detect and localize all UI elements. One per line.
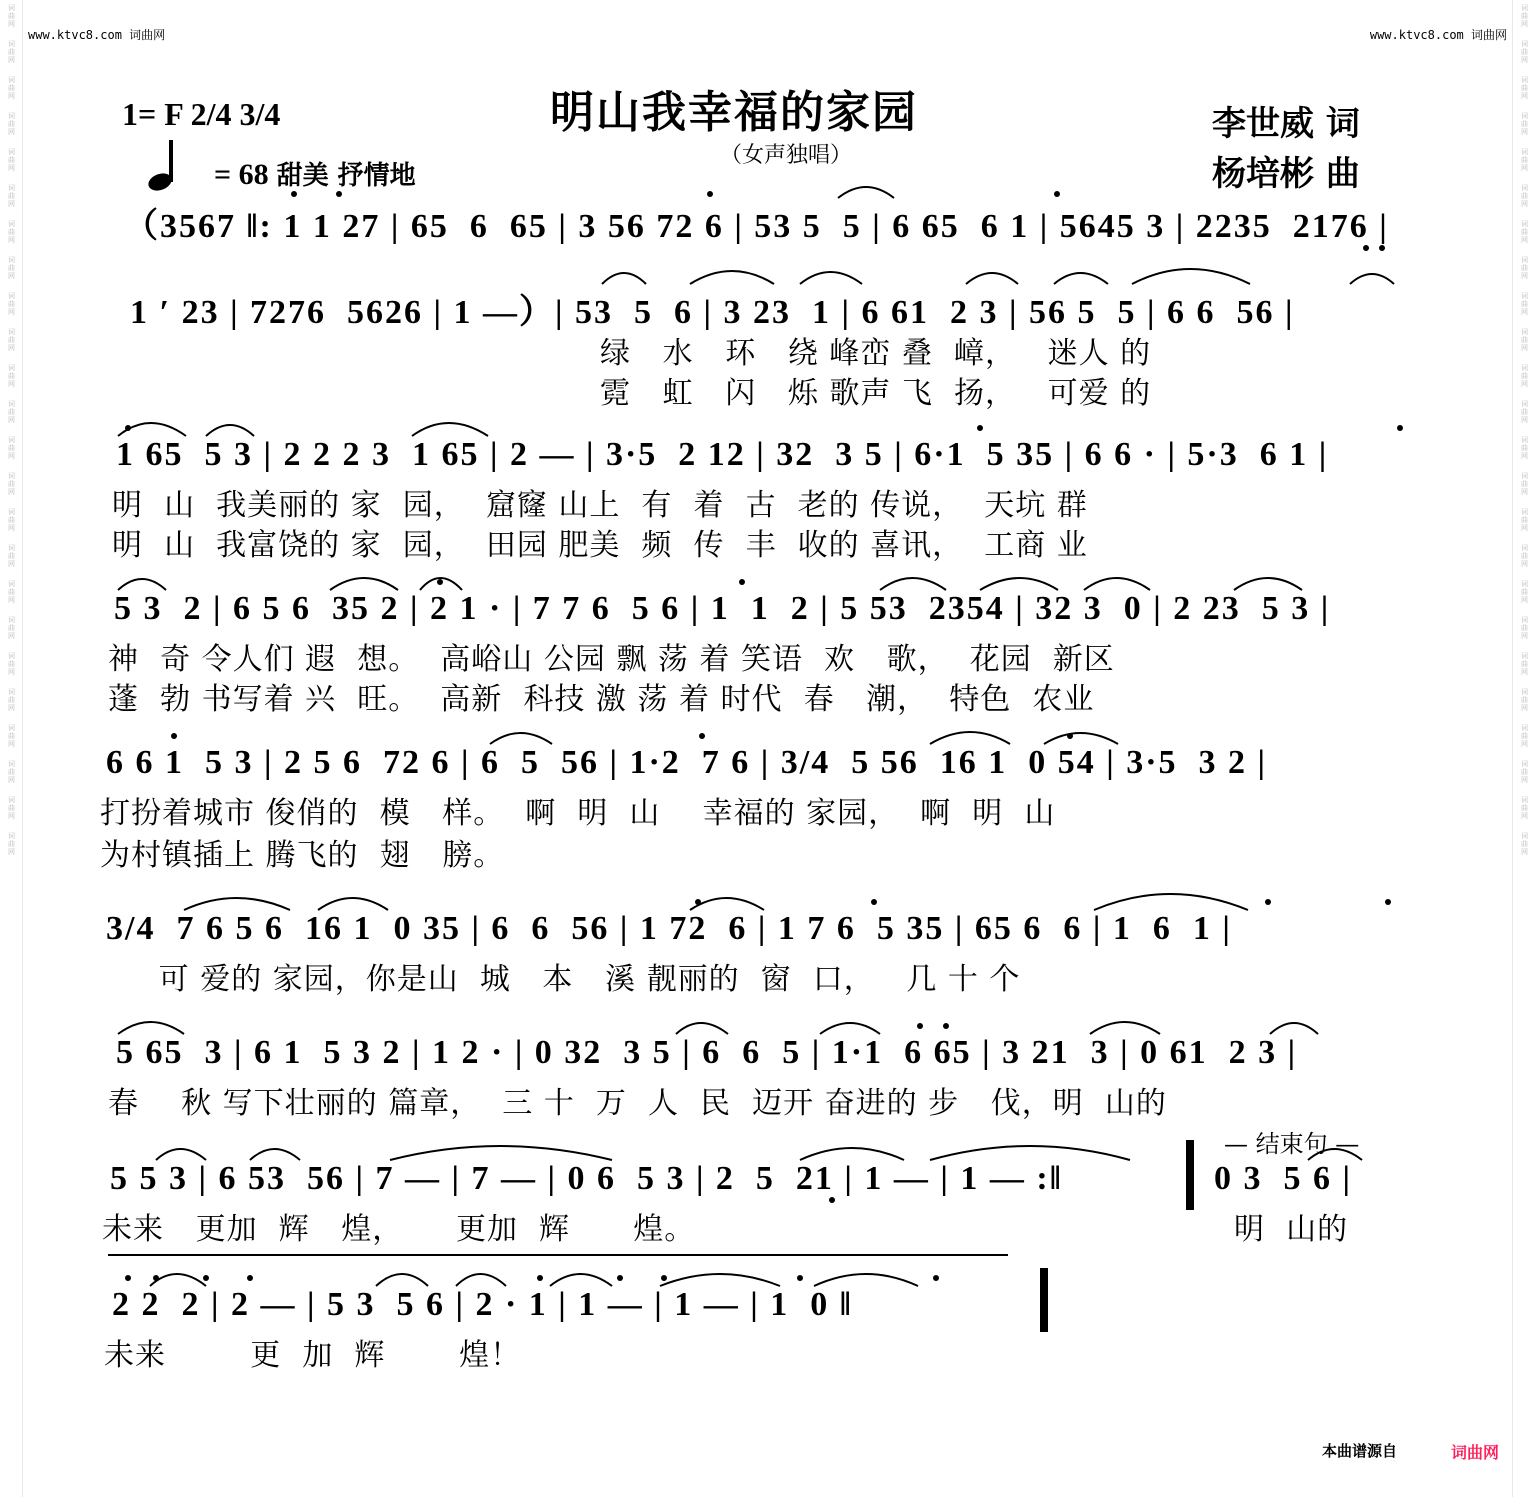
side-watermark-text: 词曲网 [1520,256,1529,280]
side-watermark-text: 词曲网 [1520,472,1529,496]
ending-lyrics: 明 山的 [1234,1212,1349,1247]
side-watermark-text: 词曲网 [1520,148,1529,172]
repeat-end-barline [1186,1140,1194,1210]
system-3-notes: 1 65 5 3 | 2 2 2 3 1 65 | 2 — | 3·5 2 12 | 32 3 5 | 6·1 5 35 | 6 6 · | 5·3 6 1 | [116,436,1329,473]
side-watermark-text: 词曲网 [1520,760,1529,784]
composer-credit: 杨培彬 曲 [1212,154,1360,194]
side-watermark-text: 词曲网 [7,40,16,64]
side-watermark-text: 词曲网 [7,148,16,172]
side-watermark-text: 词曲网 [1520,112,1529,136]
side-watermark-text: 词曲网 [7,760,16,784]
side-watermark-text: 词曲网 [1520,652,1529,676]
system-9-notes: 2 2 2 | 2 — | 5 3 5 6 | 2 · 1 | 1 — | 1 — | 1 0 ‖ [112,1286,853,1323]
song-title: 明山我幸福的家园 [550,87,918,138]
system-3-lyric-2: 明 山 我富饶的 家 园， 田园 肥美 频 传 丰 收的 喜讯， 工商 业 [112,528,1088,563]
side-watermark-text: 词曲网 [1520,688,1529,712]
system-2-lyric-2: 霓 虹 闪 烁 歌声 飞 扬， 可爱 的 [600,376,1152,411]
tempo-value: = 68 [214,158,269,191]
system-2-notes: 1 ′ 23 | 7276 5626 | 1 —）| 53 5 6 | 3 23 1 | 6 61 2 3 | 56 5 5 | 6 6 56 | [130,294,1295,331]
side-watermark-text: 词曲网 [7,400,16,424]
side-watermark-text: 词曲网 [1520,40,1529,64]
system-7-lyric-1: 春 秋 写下壮丽的 篇章， 三 十 万 人 民 迈开 奋进的 步 伐，明 山的 [108,1086,1167,1121]
key-signature: 1= F 2/4 3/4 [122,96,281,132]
system-2-lyric-1: 绿 水 环 绕 峰峦 叠 嶂， 迷人 的 [600,336,1152,371]
side-watermark-text: 词曲网 [1520,400,1529,424]
source-credit [1322,1440,1499,1463]
side-watermark-text: 词曲网 [1520,220,1529,244]
side-watermark-text: 词曲网 [7,112,16,136]
side-watermark-text: 词曲网 [7,652,16,676]
system-9-lyric-1: 未来 更 加 辉 煌！ [104,1338,522,1373]
system-4-lyric-1: 神 奇 令人们 遐 想。 高峪山 公园 飘 荡 着 笑语 欢 歌， 花园 新区 [108,642,1115,677]
left-watermark-strip [0,0,23,1497]
system-4-lyric-2: 蓬 勃 书写着 兴 旺。 高新 科技 激 荡 着 时代 春 潮， 特色 农业 [108,682,1095,717]
quarter-note-icon [146,138,206,192]
side-watermark-text: 词曲网 [7,256,16,280]
side-watermark-text: 词曲网 [1520,796,1529,820]
system-6-lyric-1: 可 爱的 家园，你是山 城 本 溪 靓丽的 窗 口， 几 十 个 [106,962,1021,997]
side-watermark-text: 词曲网 [7,472,16,496]
side-watermark-text: 词曲网 [1520,184,1529,208]
side-watermark-text: 词曲网 [7,724,16,748]
song-subtitle: （女声独唱） [720,143,853,168]
side-watermark-text: 词曲网 [7,580,16,604]
side-watermark-text: 词曲网 [7,832,16,856]
side-watermark-text: 词曲网 [1520,616,1529,640]
tempo-marking [146,138,416,192]
side-watermark-text: 词曲网 [1520,832,1529,856]
system-4-notes: 5 3 2 | 6 5 6 35 2 | 2 1 · | 7 7 6 5 6 | 1 1 2 | 5 53 2354 | 32 3 0 | 2 23 5 3 | [114,590,1331,627]
side-watermark-text: 词曲网 [7,220,16,244]
watermark-right: www.ktvc8.com 词曲网 [1369,28,1507,42]
side-watermark-text: 词曲网 [7,544,16,568]
side-watermark-text: 词曲网 [1520,580,1529,604]
side-watermark-text: 词曲网 [7,4,16,28]
side-watermark-text: 词曲网 [7,508,16,532]
source-brand-link[interactable]: 词曲网 [1450,1443,1499,1462]
system-5-lyric-1: 打扮着城市 俊俏的 模 样。 啊 明 山 幸福的 家园， 啊 明 山 [100,796,1056,831]
lyricist-credit: 李世威 词 [1212,104,1360,144]
side-watermark-text: 词曲网 [1520,364,1529,388]
side-watermark-text: 词曲网 [1520,292,1529,316]
side-watermark-text: 词曲网 [7,184,16,208]
source-label: 本曲谱源自 [1321,1442,1397,1460]
side-watermark-text: 词曲网 [1520,724,1529,748]
side-watermark-text: 词曲网 [7,688,16,712]
system-1-notes: （3567 ‖: 1 1 27 | 65 6 65 | 3 56 72 6 | 53 5 5 | 6 65 6 1 | 5645 3 | 2235 2176 | [124,208,1389,245]
ending-notes: 0 3 5 6 | [1214,1160,1352,1197]
system-5-lyric-2: 为村镇插上 腾飞的 翅 膀。 [100,838,505,873]
side-watermark-text: 词曲网 [1520,328,1529,352]
ending-label: — 结束句 — [1224,1130,1360,1158]
side-watermark-text: 词曲网 [7,328,16,352]
system-6-notes: 3/4 7 6 5 6 16 1 0 35 | 6 6 56 | 1 72 6 | 1 7 6 5 35 | 65 6 6 | 1 6 1 | [106,910,1232,947]
side-watermark-text: 词曲网 [1520,508,1529,532]
side-watermark-text: 词曲网 [7,616,16,640]
side-watermark-text: 词曲网 [7,436,16,460]
side-watermark-text: 词曲网 [7,796,16,820]
side-watermark-text: 词曲网 [7,292,16,316]
side-watermark-text: 词曲网 [1520,4,1529,28]
tempo-expression: 甜美 抒情地 [276,161,416,191]
system-7-notes: 5 65 3 | 6 1 5 3 2 | 1 2 · | 0 32 3 5 | 6 6 5 | 1·1 6 65 | 3 21 3 | 0 61 2 3 | [116,1034,1298,1071]
watermark-left: www.ktvc8.com 词曲网 [28,28,166,42]
system-3-lyric-1: 明 山 我美丽的 家 园， 窟窿 山上 有 着 古 老的 传说， 天坑 群 [112,488,1088,523]
right-watermark-strip [1512,0,1535,1497]
side-watermark-text: 词曲网 [7,364,16,388]
final-barline [1040,1268,1048,1332]
system-5-notes: 6 6 1 5 3 | 2 5 6 72 6 | 6 5 56 | 1·2 7 6 | 3/4 5 56 16 1 0 54 | 3·5 3 2 | [106,744,1268,781]
side-watermark-text: 词曲网 [1520,76,1529,100]
side-watermark-text: 词曲网 [1520,544,1529,568]
side-watermark-text: 词曲网 [7,76,16,100]
ending-bracket-line [108,1254,1008,1256]
system-8-notes: 5 5 3 | 6 53 56 | 7 — | 7 — | 0 6 5 3 | 2 5 21 | 1 — | 1 — :‖ [110,1160,1063,1197]
side-watermark-text: 词曲网 [1520,436,1529,460]
system-8-lyric-1: 未来 更加 辉 煌， 更加 辉 煌。 [102,1212,696,1247]
